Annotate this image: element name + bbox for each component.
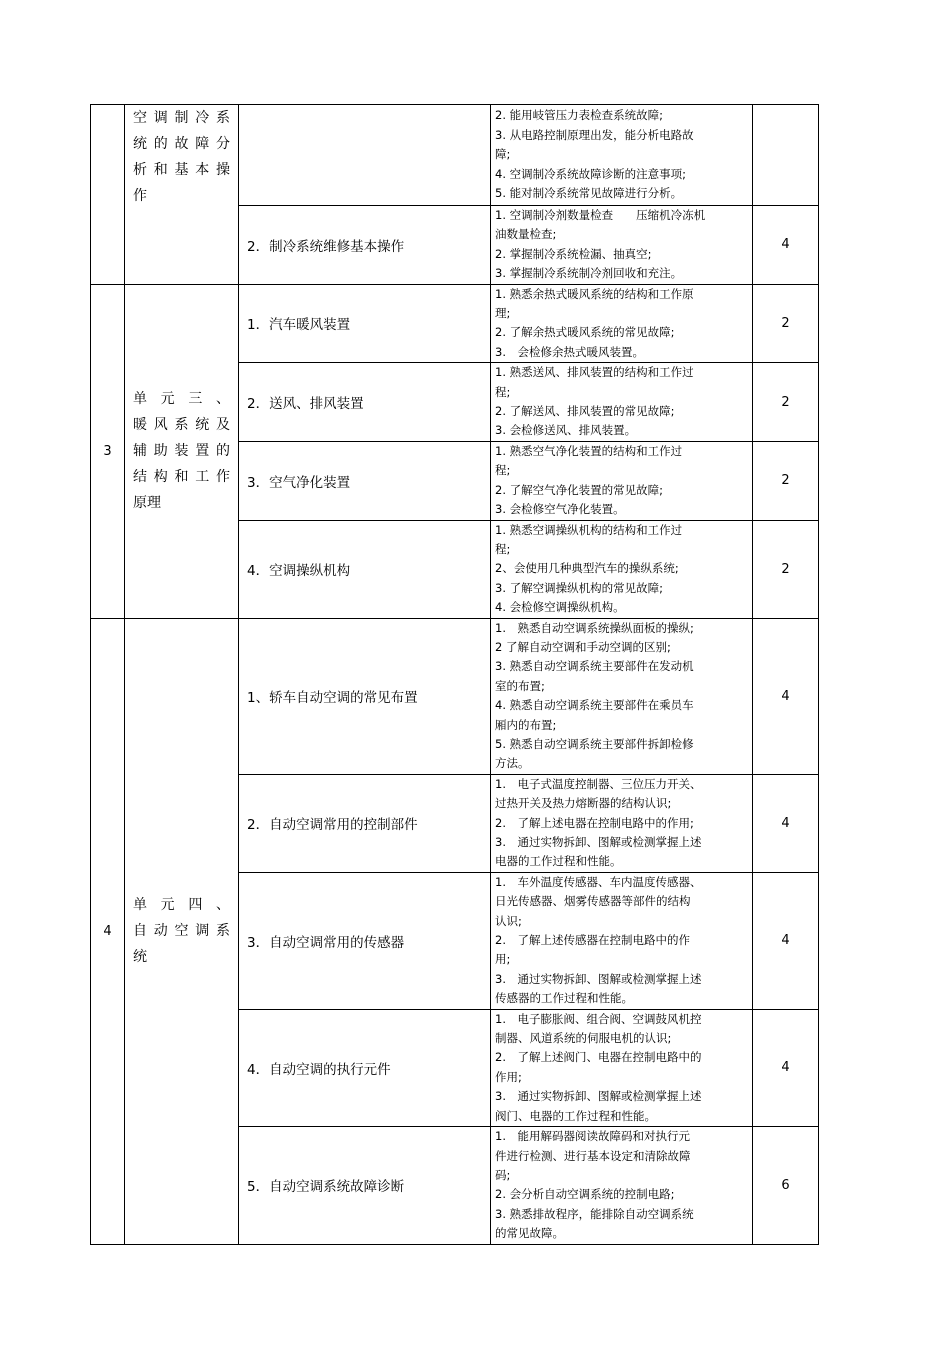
topic-title: 4．空调操纵机构	[239, 520, 491, 618]
table-row	[91, 618, 819, 774]
requirement-line: 阀门、电器的工作过程和性能。	[495, 1108, 656, 1123]
requirement-line: 5. 熟悉自动空调系统主要部件拆卸检修	[495, 736, 694, 751]
requirement-line: 程;	[495, 463, 511, 478]
unit-title-line: 结构和工作	[133, 469, 230, 486]
requirement-line: 2. 掌握制冷系统检漏、抽真空;	[495, 246, 652, 261]
requirement-line: 1. 熟悉余热式暖风系统的结构和工作原	[495, 286, 694, 301]
requirement-line: 作用;	[495, 1069, 522, 1084]
topic-requirements	[491, 774, 753, 872]
requirement-line: 2. 了解余热式暖风系统的常见故障;	[495, 325, 675, 340]
unit-number: 4	[91, 618, 125, 1244]
requirement-line: 2. 了解上述阀门、电器在控制电路中的	[495, 1050, 702, 1065]
requirement-line: 1. 空调制冷剂数量检查 压缩机冷冻机	[495, 208, 706, 222]
topic-requirements	[491, 618, 753, 774]
topic-hours: 2	[753, 441, 819, 520]
requirement-line: 2、会使用几种典型汽车的操纵系统;	[495, 561, 679, 576]
requirement-line: 3. 熟悉自动空调系统主要部件在发动机	[495, 659, 694, 674]
requirement-line: 码;	[495, 1167, 511, 1182]
requirement-line: 2. 了解上述电器在控制电路中的作用;	[495, 815, 694, 830]
unit-title	[125, 618, 239, 1244]
requirement-line: 方法。	[495, 756, 530, 771]
requirement-line: 3. 会检修空气净化装置。	[495, 502, 625, 517]
requirement-line: 2. 了解送风、排风装置的常见故障;	[495, 404, 675, 419]
topic-hours: 4	[753, 206, 819, 285]
requirement-line: 1. 电子式温度控制器、三位压力开关、	[495, 776, 702, 791]
requirement-line: 障;	[495, 147, 511, 162]
requirement-line: 4. 空调制冷系统故障诊断的注意事项;	[495, 166, 687, 181]
topic-title: 2．送风、排风装置	[239, 363, 491, 442]
topic-title: 5．自动空调系统故障诊断	[239, 1127, 491, 1244]
topic-hours: 2	[753, 363, 819, 442]
syllabus-body	[91, 105, 819, 1245]
requirement-line: 件进行检测、进行基本设定和清除故障	[495, 1148, 691, 1163]
requirement-line: 2. 了解上述传感器在控制电路中的作	[495, 933, 690, 948]
requirement-line: 日光传感器、烟雾传感器等部件的结构	[495, 894, 691, 909]
requirement-line: 3. 了解空调操纵机构的常见故障;	[495, 580, 664, 595]
unit-title-line: 辅助装置的	[133, 443, 230, 460]
requirement-line: 3. 掌握制冷系统制冷剂回收和充注。	[495, 266, 683, 281]
requirement-line: 1. 熟悉自动空调系统操纵面板的操纵;	[495, 620, 694, 635]
topic-requirements	[491, 872, 753, 1009]
requirement-line: 的常见故障。	[495, 1226, 564, 1241]
requirement-line: 1. 电子膨胀阀、组合阀、空调鼓风机控	[495, 1011, 702, 1026]
topic-requirements	[491, 441, 753, 520]
unit-title	[125, 284, 239, 618]
topic-title: 1．汽车暖风装置	[239, 284, 491, 363]
topic-requirements	[491, 206, 753, 285]
topic-hours: 4	[753, 774, 819, 872]
topic-requirements	[491, 284, 753, 363]
requirement-line: 3. 通过实物拆卸、图解或检测掌握上述	[495, 1089, 702, 1104]
topic-title: 3．自动空调常用的传感器	[239, 872, 491, 1009]
unit-title-line: 自动空调系	[133, 923, 230, 940]
topic-hours	[753, 105, 819, 206]
topic-hours: 6	[753, 1127, 819, 1244]
topic-title: 2．自动空调常用的控制部件	[239, 774, 491, 872]
unit-title-line: 作	[133, 188, 147, 204]
requirement-line: 厢内的布置;	[495, 717, 557, 732]
topic-requirements	[491, 105, 753, 206]
topic-title	[239, 105, 491, 206]
syllabus-table	[90, 104, 819, 1245]
requirement-line: 室的布置;	[495, 678, 545, 693]
unit-title-line: 统	[133, 949, 147, 966]
topic-requirements	[491, 520, 753, 618]
requirement-line: 3. 熟悉排故程序，能排除自动空调系统	[495, 1206, 694, 1221]
topic-title: 1、轿车自动空调的常见布置	[239, 618, 491, 774]
requirement-line: 1. 能用解码器阅读故障码和对执行元	[495, 1129, 690, 1144]
requirement-line: 4. 会检修空调操纵机构。	[495, 600, 625, 615]
table-row	[91, 284, 819, 363]
unit-number	[91, 105, 125, 285]
topic-hours: 2	[753, 520, 819, 618]
requirement-line: 5. 能对制冷系统常见故障进行分析。	[495, 186, 683, 201]
unit-title-line: 单元四、	[133, 897, 230, 914]
topic-hours: 4	[753, 618, 819, 774]
requirement-line: 3. 会检修余热式暖风装置。	[495, 344, 644, 359]
requirement-line: 程;	[495, 384, 511, 399]
table-row	[91, 105, 819, 206]
requirement-line: 油数量检查;	[495, 227, 557, 242]
requirement-line: 3. 从电路控制原理出发，能分析电路故	[495, 127, 694, 142]
topic-hours: 2	[753, 284, 819, 363]
requirement-line: 2 了解自动空调和手动空调的区别;	[495, 639, 671, 654]
requirement-line: 电器的工作过程和性能。	[495, 854, 622, 869]
requirement-line: 4. 熟悉自动空调系统主要部件在乘员车	[495, 698, 694, 713]
topic-title: 3．空气净化装置	[239, 441, 491, 520]
requirement-line: 程;	[495, 541, 511, 556]
unit-title-line: 暖风系统及	[133, 417, 230, 434]
requirement-line: 传感器的工作过程和性能。	[495, 991, 633, 1006]
topic-title: 2．制冷系统维修基本操作	[239, 206, 491, 285]
unit-title-line: 单元三、	[133, 391, 230, 408]
requirement-line: 1. 熟悉空气净化装置的结构和工作过	[495, 443, 683, 458]
requirement-line: 2. 会分析自动空调系统的控制电路;	[495, 1187, 675, 1202]
unit-title-line: 统的故障分	[133, 136, 230, 152]
unit-title-line: 原理	[133, 495, 161, 512]
topic-requirements	[491, 1009, 753, 1126]
requirement-line: 用;	[495, 952, 511, 967]
unit-title-line: 析和基本操	[133, 162, 230, 178]
requirement-line: 1. 车外温度传感器、车内温度传感器、	[495, 874, 702, 889]
topic-requirements	[491, 363, 753, 442]
requirement-line: 3. 会检修送风、排风装置。	[495, 423, 637, 438]
requirement-line: 1. 熟悉空调操纵机构的结构和工作过	[495, 522, 683, 537]
topic-requirements	[491, 1127, 753, 1244]
topic-hours: 4	[753, 1009, 819, 1126]
requirement-line: 1. 熟悉送风、排风装置的结构和工作过	[495, 365, 694, 380]
requirement-line: 理;	[495, 306, 511, 321]
requirement-line: 制器、风道系统的伺服电机的认识;	[495, 1031, 672, 1046]
requirement-line: 认识;	[495, 913, 522, 928]
topic-hours: 4	[753, 872, 819, 1009]
requirement-line: 2. 了解空气净化装置的常见故障;	[495, 482, 664, 497]
unit-number: 3	[91, 284, 125, 618]
topic-title: 4．自动空调的执行元件	[239, 1009, 491, 1126]
requirement-line: 3. 通过实物拆卸、图解或检测掌握上述	[495, 971, 702, 986]
requirement-line: 过热开关及热力熔断器的结构认识;	[495, 796, 672, 811]
requirement-line: 3. 通过实物拆卸、图解或检测掌握上述	[495, 835, 702, 849]
unit-title-line: 空调制冷系	[133, 110, 230, 126]
unit-title	[125, 105, 239, 285]
requirement-line: 2. 能用岐管压力表检查系统故障;	[495, 108, 664, 123]
